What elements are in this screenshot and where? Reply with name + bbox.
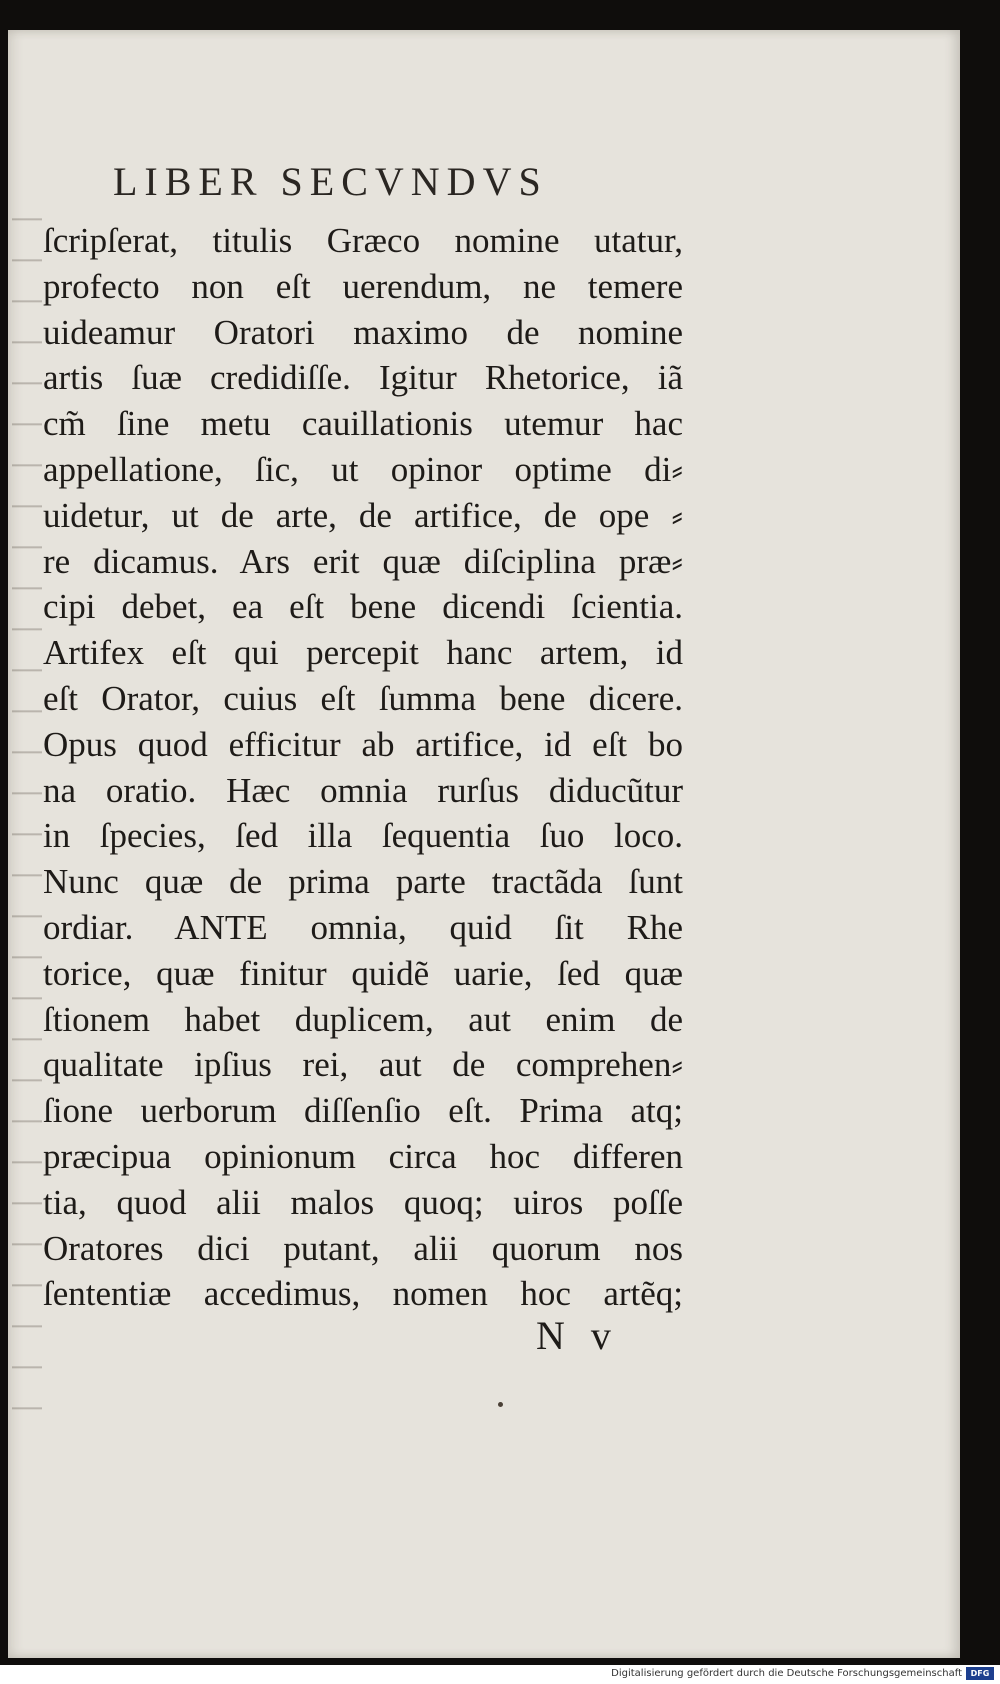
ink-speck [498,1402,503,1407]
text-line: ſententiæ accedimus, nomen hoc artẽq; [43,1274,683,1314]
text-line: ordiar. ANTE omnia, quid ſit Rhe [43,907,683,947]
text-line: præcipua opinionum circa hoc differen [43,1136,683,1176]
text-line: artis ſuæ credidiſſe. Igitur Rhetorice, iã [43,358,683,398]
page-edge [8,30,960,1658]
text-line: qualitate ipſius rei, aut de comprehen⸗ [43,1045,683,1085]
text-line: Oratores dici putant, alii quorum nos [43,1228,683,1268]
signature-mark: N v [536,1313,619,1358]
text-line: na oratio. Hæc omnia rurſus diducũtur [43,770,683,810]
text-line: torice, quæ finitur quidẽ uarie, ſed quæ [43,953,683,993]
body-text [43,218,683,1317]
text-line: Artifex eſt qui percepit hanc artem, id [43,633,683,673]
text-line: profecto non eſt uerendum, ne temere [43,266,683,306]
text-line: eſt Orator, cuius eſt ſumma bene dicere. [43,678,683,718]
text-line: uidetur, ut de arte, de artifice, de ope ⸗ [43,495,683,535]
text-line: cipi debet, ea eſt bene dicendi ſcientia. [43,587,683,627]
text-line: ſtionem habet duplicem, aut enim de [43,999,683,1039]
text-line: in ſpecies, ſed illa ſequentia ſuo loco. [43,816,683,856]
text-line: re dicamus. Ars erit quæ diſciplina præ⸗ [43,541,683,581]
text-line: Nunc quæ de prima parte tractãda ſunt [43,862,683,902]
text-line: ſione uerborum diſſenſio eſt. Prima atq; [43,1091,683,1131]
footer-credit: Digitalisierung gefördert durch die Deutsche Forschungsgemeinschaft [611,1668,962,1679]
text-line: cm̃ ſine metu cauillationis utemur hac [43,404,683,444]
dfg-logo: DFG [966,1667,994,1680]
text-line: uideamur Oratori maximo de nomine [43,312,683,352]
text-line: ſcripſerat, titulis Græco nomine utatur, [43,221,683,260]
book-page [8,30,960,1658]
running-head: LIBER SECVNDVS [113,159,548,204]
text-line: tia, quod alii malos quoq; uiros poſſe [43,1182,683,1222]
gutter-shadow [12,180,42,1420]
text-line: appellatione, ſic, ut opinor optime di⸗ [43,449,683,489]
text-line: Opus quod efficitur ab artifice, id eſt bo [43,724,683,764]
